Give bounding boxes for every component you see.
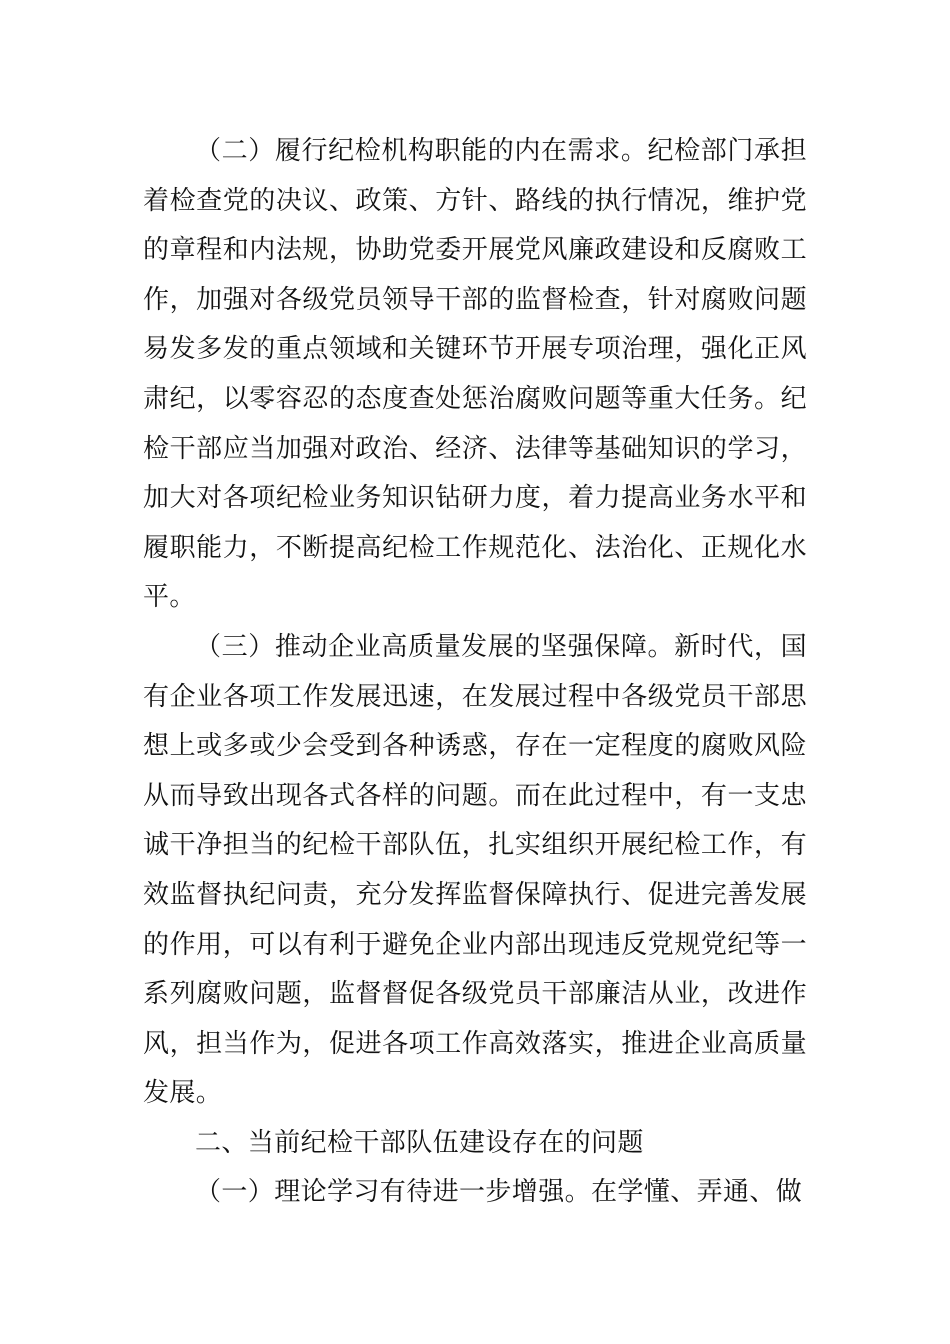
paragraph-duty-needs: （二）履行纪检机构职能的内在需求。纪检部门承担着检查党的决议、政策、方针、路线的执行情况，维护党的章程和内法规，协助党委开展党风廉政建设和反腐败工作，加强对各级党员领导干部的监督检查，针对腐败问题易发多发的重点领域和关键环节开展专项治理，强化正风肃纪，以零容忍的态度查处惩治腐败问题等重大任务。纪检干部应当加强对政治、经济、法律等基础知识的学习，加大对各项纪检业务知识钻研力度，着力提高业务水平和履职能力，不断提高纪检工作规范化、法治化、正规化水平。	[143, 136, 807, 613]
document-body	[143, 127, 807, 1218]
section-heading: 二、当前纪检干部队伍建设存在的问题	[195, 1127, 644, 1158]
paragraph-enterprise-development: （三）推动企业高质量发展的坚强保障。新时代，国有企业各项工作发展迅速，在发展过程中各级党员干部思想上或多或少会受到各种诱惑，存在一定程度的腐败风险从而导致出现各式各样的问题。而在此过程中，有一支忠诚干净担当的纪检干部队伍，扎实组织开展纪检工作，有效监督执纪问责，充分发挥监督保障执行、促进完善发展的作用，可以有利于避免企业内部出现违反党规党纪等一系列腐败问题，监督督促各级党员干部廉洁从业，改进作风，担当作为，促进各项工作高效落实，推进企业高质量发展。	[143, 631, 807, 1109]
paragraph-theory-study: （一）理论学习有待进一步增强。在学懂、弄通、做	[195, 1177, 803, 1208]
